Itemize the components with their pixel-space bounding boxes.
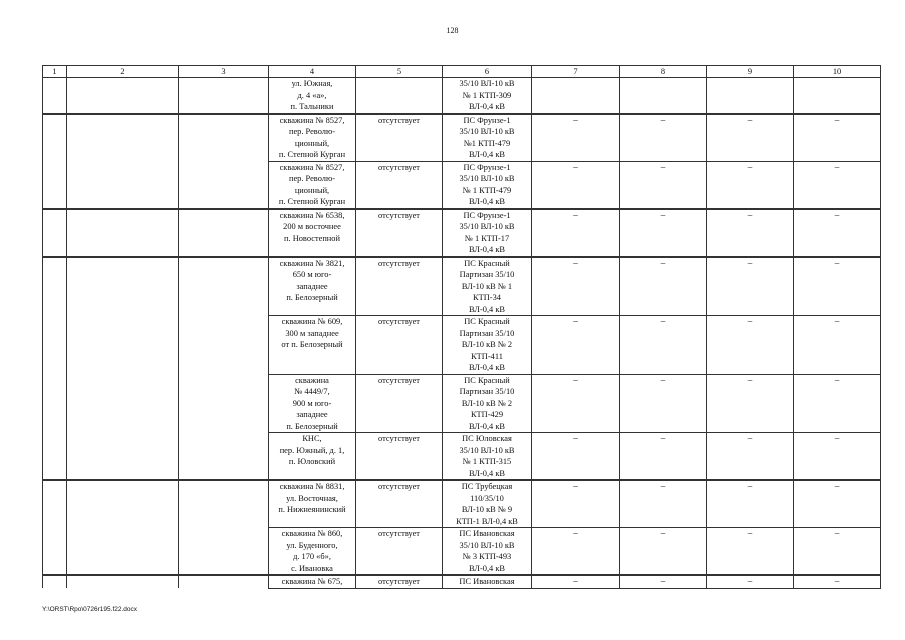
location-cell-line: п. Нижнеянинский — [278, 505, 346, 514]
power-source-cell-line: 35/10 ВЛ-10 кВ — [459, 79, 515, 88]
value-cell-col9: – — [707, 209, 794, 257]
status-cell-line: отсутствует — [378, 162, 420, 172]
status-cell — [356, 575, 443, 588]
empty-cell-col1 — [43, 374, 67, 433]
value-cell-col9 — [707, 78, 794, 114]
status-cell — [356, 374, 443, 433]
location-cell — [269, 528, 356, 576]
power-source-cell — [443, 433, 532, 481]
empty-cell-col1 — [43, 433, 67, 481]
column-header-9: 9 — [707, 66, 794, 78]
power-source-cell-line: ВЛ-0,4 кВ — [469, 304, 505, 314]
location-cell — [269, 374, 356, 433]
power-source-cell — [443, 161, 532, 209]
status-cell-line: отсутствует — [378, 577, 420, 586]
location-cell-line: скважина № 6538, — [279, 210, 345, 220]
value-cell-col10: – — [794, 575, 881, 588]
empty-cell-col1 — [43, 316, 67, 375]
power-source-cell — [443, 528, 532, 576]
table-row — [43, 257, 881, 316]
value-cell-col10: – — [794, 316, 881, 375]
empty-cell-col1 — [43, 114, 67, 162]
power-source-cell-line: ПС Трубецкая — [461, 482, 513, 491]
empty-cell-col3 — [179, 433, 269, 481]
table-body — [43, 78, 881, 589]
power-source-cell-line: ВЛ-0,4 кВ — [469, 468, 505, 478]
status-cell — [356, 114, 443, 162]
power-source-cell-line: Партизан 35/10 — [459, 270, 515, 279]
power-source-cell-line: ВЛ-10 кВ № 2 — [461, 398, 513, 408]
power-source-cell-line: ПС Ивановская — [459, 577, 515, 586]
location-cell-line: п. Тальники — [290, 102, 334, 111]
location-cell-line: ционный, — [294, 138, 330, 148]
empty-cell-col2 — [67, 114, 179, 162]
status-cell-line: отсутствует — [378, 210, 420, 220]
status-cell — [356, 78, 443, 114]
location-cell-line: 650 м юго- — [292, 270, 332, 279]
empty-cell-col3 — [179, 575, 269, 588]
value-cell-col7: – — [532, 114, 620, 162]
location-cell-line: скважина № 3821, — [279, 258, 345, 268]
empty-cell-col3 — [179, 209, 269, 257]
status-cell-line: отсутствует — [378, 115, 420, 125]
empty-cell-col1 — [43, 209, 67, 257]
power-source-cell-line: КТП-411 — [471, 351, 503, 361]
location-cell-line: скважина № 609, — [281, 317, 343, 326]
location-cell-line: скважина № 8527, — [279, 162, 345, 172]
empty-cell-col1 — [43, 78, 67, 114]
value-cell-col7: – — [532, 257, 620, 316]
power-source-cell-line: № 1 КТП-315 — [462, 457, 512, 466]
table-row — [43, 528, 881, 576]
value-cell-col10: – — [794, 161, 881, 209]
power-source-cell-line: 35/10 ВЛ-10 кВ — [459, 222, 515, 231]
empty-cell-col2 — [67, 257, 179, 316]
location-cell-line: пер. Южный, д. 1, — [279, 445, 345, 455]
value-cell-col8: – — [620, 480, 707, 528]
value-cell-col10: – — [794, 114, 881, 162]
power-source-cell-line: ВЛ-0,4 кВ — [469, 150, 505, 159]
location-cell-line: № 4449/7, — [294, 387, 330, 396]
location-cell — [269, 480, 356, 528]
location-cell-line: п. Белозерный — [286, 293, 338, 302]
table-row — [43, 374, 881, 433]
value-cell-col9: – — [707, 161, 794, 209]
location-cell-line: 300 м западнее — [285, 328, 339, 338]
location-cell-line: скважина № 675, — [281, 577, 343, 586]
value-cell-col8: – — [620, 433, 707, 481]
power-source-cell-line: ПС Фрунзе-1 — [463, 210, 511, 220]
value-cell-col10: – — [794, 257, 881, 316]
status-cell — [356, 316, 443, 375]
power-source-cell-line: 35/10 ВЛ-10 кВ — [459, 127, 515, 136]
page-number: 128 — [446, 26, 459, 35]
column-header-5: 5 — [356, 66, 443, 78]
location-cell-line: д. 4 «а», — [297, 90, 327, 100]
power-source-cell-line: №1 КТП-479 — [463, 138, 511, 148]
table-row — [43, 480, 881, 528]
table-row — [43, 575, 881, 588]
location-cell-line: 900 м юго- — [292, 398, 332, 408]
column-header-6: 6 — [443, 66, 532, 78]
table-row — [43, 78, 881, 114]
status-cell-line: отсутствует — [378, 482, 420, 491]
table-row — [43, 161, 881, 209]
power-source-cell — [443, 575, 532, 588]
location-cell-line: с. Ивановка — [291, 563, 333, 573]
value-cell-col9: – — [707, 257, 794, 316]
value-cell-col7 — [532, 78, 620, 114]
location-cell — [269, 433, 356, 481]
power-source-cell — [443, 78, 532, 114]
column-header-7: 7 — [532, 66, 620, 78]
status-cell-line: отсутствует — [378, 375, 420, 385]
power-source-cell-line: ПС Фрунзе-1 — [463, 115, 511, 125]
empty-cell-col3 — [179, 528, 269, 576]
location-cell-line: западнее — [296, 410, 328, 419]
power-source-cell — [443, 374, 532, 433]
status-cell — [356, 528, 443, 576]
value-cell-col10: – — [794, 480, 881, 528]
power-source-cell-line: ПС Красный — [464, 375, 510, 385]
column-header-2: 2 — [67, 66, 179, 78]
column-header-10: 10 — [794, 66, 881, 78]
empty-cell-col2 — [67, 374, 179, 433]
location-cell-line: д. 170 «б», — [293, 552, 331, 561]
empty-cell-col2 — [67, 575, 179, 588]
location-cell-line: ул. Восточная, — [286, 493, 338, 503]
value-cell-col7: – — [532, 374, 620, 433]
table-header-row — [43, 66, 881, 78]
power-source-cell-line: КТП-429 — [470, 410, 504, 419]
power-source-cell-line: ПС Ивановская — [459, 529, 515, 538]
power-source-cell-line: ВЛ-0,4 кВ — [469, 102, 505, 111]
value-cell-col8: – — [620, 374, 707, 433]
location-cell-line: п. Степной Курган — [278, 197, 346, 206]
power-source-cell-line: ВЛ-10 кВ № 2 — [461, 340, 513, 349]
empty-cell-col1 — [43, 528, 67, 576]
empty-cell-col3 — [179, 78, 269, 114]
power-source-cell-line: ПС Юловская — [462, 434, 512, 443]
location-cell — [269, 161, 356, 209]
value-cell-col10: – — [794, 528, 881, 576]
location-cell — [269, 257, 356, 316]
value-cell-col10: – — [794, 433, 881, 481]
table-row — [43, 316, 881, 375]
power-source-cell — [443, 316, 532, 375]
value-cell-col8: – — [620, 161, 707, 209]
location-cell-line: пер. Револю- — [288, 174, 336, 183]
value-cell-col10: – — [794, 374, 881, 433]
location-cell — [269, 209, 356, 257]
status-cell-line: отсутствует — [378, 258, 420, 268]
empty-cell-col2 — [67, 433, 179, 481]
location-cell-line: ционный, — [294, 185, 330, 195]
power-source-cell-line: ВЛ-10 кВ № 1 — [461, 281, 513, 291]
location-cell-line: скважина № 860, — [281, 529, 343, 538]
location-cell — [269, 575, 356, 588]
power-source-cell-line: № 1 КТП-17 — [464, 233, 510, 243]
empty-cell-col1 — [43, 575, 67, 588]
power-source-cell-line: ВЛ-0,4 кВ — [469, 197, 505, 206]
power-source-cell-line: № 1 КТП-309 — [462, 90, 512, 100]
location-cell-line: 200 м восточнее — [283, 222, 341, 231]
status-cell-line: отсутствует — [378, 317, 420, 326]
location-cell-line: КНС, — [302, 434, 322, 443]
location-cell-line: п. Степной Курган — [278, 150, 346, 159]
status-cell — [356, 257, 443, 316]
document-table — [42, 65, 881, 589]
power-source-cell-line: 35/10 ВЛ-10 кВ — [459, 174, 515, 183]
value-cell-col7: – — [532, 316, 620, 375]
value-cell-col7: – — [532, 433, 620, 481]
status-cell — [356, 209, 443, 257]
table-row — [43, 433, 881, 481]
value-cell-col9: – — [707, 114, 794, 162]
power-source-cell-line: № 1 КТП-479 — [462, 185, 512, 195]
value-cell-col8: – — [620, 316, 707, 375]
power-source-cell-line: 110/35/10 — [470, 493, 504, 503]
power-source-cell-line: № 3 КТП-493 — [462, 552, 512, 561]
value-cell-col7: – — [532, 575, 620, 588]
power-source-cell-line: 35/10 ВЛ-10 кВ — [459, 445, 515, 455]
value-cell-col10: – — [794, 209, 881, 257]
power-source-cell — [443, 209, 532, 257]
empty-cell-col3 — [179, 257, 269, 316]
value-cell-col8: – — [620, 575, 707, 588]
location-cell-line: п. Юловский — [288, 457, 336, 466]
power-source-cell-line: ВЛ-10 кВ № 9 — [461, 505, 513, 514]
power-source-cell-line: ПС Красный — [464, 258, 510, 268]
power-source-cell-line: Партизан 35/10 — [459, 387, 515, 396]
document-table-container — [42, 65, 860, 589]
power-source-cell — [443, 114, 532, 162]
value-cell-col9: – — [707, 575, 794, 588]
location-cell-line: скважина — [295, 375, 329, 385]
location-cell — [269, 78, 356, 114]
value-cell-col10 — [794, 78, 881, 114]
column-header-8: 8 — [620, 66, 707, 78]
power-source-cell-line: ВЛ-0,4 кВ — [469, 421, 505, 431]
status-cell — [356, 161, 443, 209]
power-source-cell-line: ВЛ-0,4 кВ — [469, 245, 505, 254]
power-source-cell-line: Партизан 35/10 — [459, 328, 515, 338]
value-cell-col9: – — [707, 480, 794, 528]
table-row — [43, 209, 881, 257]
value-cell-col7: – — [532, 161, 620, 209]
location-cell-line: ул. Южная, — [291, 79, 333, 88]
column-header-4: 4 — [269, 66, 356, 78]
location-cell-line: п. Белозерный — [286, 421, 338, 431]
column-header-1: 1 — [43, 66, 67, 78]
empty-cell-col2 — [67, 528, 179, 576]
location-cell-line: ул. Буденного, — [286, 540, 338, 550]
table-row — [43, 114, 881, 162]
location-cell-line: от п. Белозерный — [281, 340, 343, 349]
value-cell-col8: – — [620, 528, 707, 576]
value-cell-col9: – — [707, 316, 794, 375]
value-cell-col7: – — [532, 528, 620, 576]
empty-cell-col1 — [43, 161, 67, 209]
status-cell-line: отсутствует — [378, 434, 420, 443]
power-source-cell-line: ПС Фрунзе-1 — [463, 162, 511, 172]
empty-cell-col2 — [67, 209, 179, 257]
location-cell-line: скважина № 8831, — [279, 482, 345, 491]
power-source-cell-line: ВЛ-0,4 кВ — [469, 363, 505, 372]
power-source-cell — [443, 257, 532, 316]
power-source-cell-line: КТП-1 ВЛ-0,4 кВ — [456, 516, 518, 526]
empty-cell-col1 — [43, 257, 67, 316]
power-source-cell-line: 35/10 ВЛ-10 кВ — [459, 540, 515, 550]
status-cell-line: отсутствует — [378, 529, 420, 538]
value-cell-col9: – — [707, 528, 794, 576]
empty-cell-col2 — [67, 161, 179, 209]
location-cell-line: пер. Револю- — [288, 127, 336, 136]
empty-cell-col3 — [179, 374, 269, 433]
status-cell — [356, 433, 443, 481]
empty-cell-col2 — [67, 316, 179, 375]
value-cell-col7: – — [532, 480, 620, 528]
empty-cell-col3 — [179, 480, 269, 528]
empty-cell-col3 — [179, 316, 269, 375]
value-cell-col8: – — [620, 257, 707, 316]
location-cell — [269, 114, 356, 162]
location-cell-line: западнее — [296, 281, 328, 291]
location-cell — [269, 316, 356, 375]
empty-cell-col1 — [43, 480, 67, 528]
power-source-cell — [443, 480, 532, 528]
power-source-cell-line: ВЛ-0,4 кВ — [469, 563, 505, 573]
power-source-cell-line: КТП-34 — [473, 293, 501, 302]
empty-cell-col2 — [67, 480, 179, 528]
location-cell-line: п. Новостепной — [284, 233, 340, 243]
column-header-3: 3 — [179, 66, 269, 78]
value-cell-col9: – — [707, 433, 794, 481]
power-source-cell-line: ПС Красный — [464, 317, 510, 326]
status-cell — [356, 480, 443, 528]
empty-cell-col3 — [179, 161, 269, 209]
value-cell-col8 — [620, 78, 707, 114]
empty-cell-col2 — [67, 78, 179, 114]
value-cell-col8: – — [620, 209, 707, 257]
empty-cell-col3 — [179, 114, 269, 162]
location-cell-line: скважина № 8527, — [279, 115, 345, 125]
value-cell-col7: – — [532, 209, 620, 257]
footer-file-path: Y:\ORST\Rpo\0726r195.f22.docx — [42, 606, 138, 613]
value-cell-col9: – — [707, 374, 794, 433]
value-cell-col8: – — [620, 114, 707, 162]
